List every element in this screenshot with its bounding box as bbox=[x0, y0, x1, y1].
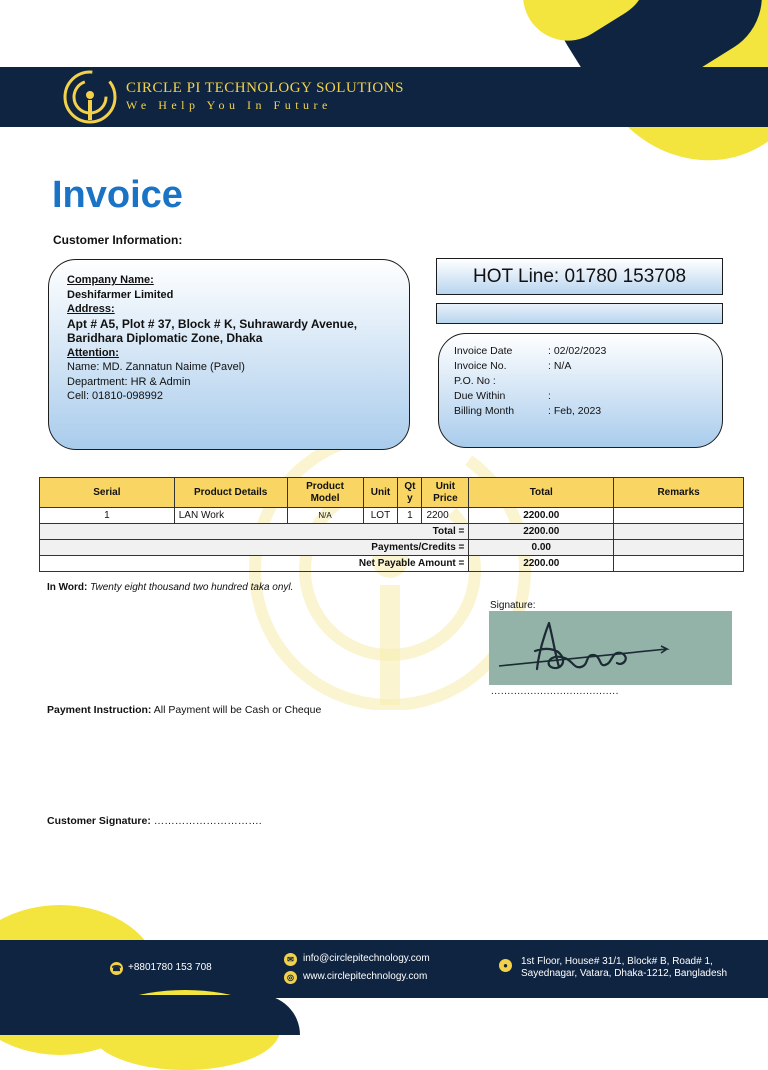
cell-unit-price: 2200 bbox=[422, 508, 469, 524]
table-row bbox=[40, 508, 744, 524]
payment-instruction bbox=[47, 704, 321, 716]
payments-row bbox=[40, 540, 744, 556]
cell-unit: LOT bbox=[363, 508, 398, 524]
col-header-remarks: Remarks bbox=[614, 478, 744, 508]
customer-company-name: Deshifarmer Limited bbox=[67, 288, 174, 301]
col-header-unit-price: Unit Price bbox=[422, 478, 469, 508]
blank-bar bbox=[436, 303, 723, 324]
cell-qty: 1 bbox=[398, 508, 422, 524]
footer-phone[interactable]: +8801780 153 708 bbox=[128, 962, 212, 973]
invoice-info-row bbox=[454, 404, 606, 419]
company-name-label: Company Name: bbox=[67, 274, 154, 286]
invoice-info-row bbox=[454, 374, 606, 389]
address-line-1: Apt # A5, Plot # 37, Block # K, Suhrawardy Avenue, bbox=[67, 316, 358, 331]
payment-instruction-label: Payment Instruction: bbox=[47, 704, 152, 716]
table-header-row bbox=[40, 478, 744, 508]
net-payable-remarks bbox=[614, 556, 744, 572]
billing-month-value: : Feb, 2023 bbox=[548, 405, 602, 417]
in-word-label: In Word: bbox=[47, 582, 88, 593]
po-no-label: P.O. No : bbox=[454, 375, 496, 387]
invoice-info-row bbox=[454, 389, 606, 404]
address-line-2: Baridhara Diplomatic Zone, Dhaka bbox=[67, 331, 263, 345]
cell-product-details: LAN Work bbox=[174, 508, 287, 524]
net-payable-label: Net Payable Amount = bbox=[40, 556, 469, 572]
col-header-product-details: Product Details bbox=[174, 478, 287, 508]
in-word-value: Twenty eight thousand two hundred taka onyl. bbox=[90, 582, 294, 593]
col-header-product-model: Product Model bbox=[287, 478, 363, 508]
total-value: 2200.00 bbox=[469, 524, 614, 540]
customer-signature-line: …………………………. bbox=[153, 815, 262, 827]
footer-email[interactable]: info@circlepitechnology.com bbox=[303, 953, 430, 964]
col-header-total: Total bbox=[469, 478, 614, 508]
customer-signature bbox=[47, 815, 262, 827]
due-within-value: : bbox=[548, 390, 551, 402]
customer-signature-label: Customer Signature: bbox=[47, 815, 151, 827]
col-header-unit: Unit bbox=[363, 478, 398, 508]
attention-department: Department: HR & Admin bbox=[67, 375, 191, 388]
invoice-info-row bbox=[454, 344, 606, 359]
attention-label: Attention: bbox=[67, 346, 119, 359]
payments-value: 0.00 bbox=[469, 540, 614, 556]
signature-line: ....................................... bbox=[491, 686, 619, 697]
total-remarks bbox=[614, 524, 744, 540]
footer-address-line-2: Sayednagar, Vatara, Dhaka-1212, Bangladesh bbox=[521, 968, 728, 979]
total-row bbox=[40, 524, 744, 540]
footer-address-line-1: 1st Floor, House# 31/1, Block# B, Road# 1, bbox=[521, 956, 713, 967]
hotline-box: HOT Line: 01780 153708 bbox=[436, 258, 723, 295]
total-label: Total = bbox=[40, 524, 469, 540]
page-title: Invoice bbox=[52, 174, 183, 216]
in-word bbox=[47, 582, 293, 593]
address-label: Address: bbox=[67, 303, 115, 315]
col-header-serial: Serial bbox=[40, 478, 175, 508]
payment-instruction-value: All Payment will be Cash or Cheque bbox=[153, 704, 322, 716]
cell-total: 2200.00 bbox=[469, 508, 614, 524]
customer-info-label: Customer Information: bbox=[53, 233, 183, 247]
cell-product-model: N/A bbox=[287, 508, 363, 524]
attention-cell: Cell: 01810-098992 bbox=[67, 390, 164, 402]
invoice-no-value: : N/A bbox=[548, 360, 572, 372]
payments-label: Payments/Credits = bbox=[40, 540, 469, 556]
attention-name: Name: MD. Zannatun Naime (Pavel) bbox=[67, 361, 245, 373]
invoice-no-label: Invoice No. bbox=[454, 360, 507, 372]
footer-website[interactable]: www.circlepitechnology.com bbox=[303, 971, 428, 982]
globe-icon: ◎ bbox=[284, 971, 297, 984]
invoice-info-row bbox=[454, 359, 606, 374]
signature-label: Signature: bbox=[490, 600, 536, 611]
company-tagline: We Help You In Future bbox=[126, 98, 332, 112]
cell-remarks bbox=[614, 508, 744, 524]
company-logo-icon bbox=[62, 68, 118, 126]
location-pin-icon: ● bbox=[499, 959, 512, 972]
phone-icon: ☎ bbox=[111, 964, 122, 973]
invoice-info-list bbox=[454, 344, 606, 419]
billing-month-label: Billing Month bbox=[454, 405, 515, 417]
customer-info-text bbox=[67, 273, 357, 404]
footer-navy-shape bbox=[0, 995, 300, 1035]
invoice-date-value: : 02/02/2023 bbox=[548, 345, 607, 357]
signature-image bbox=[489, 611, 732, 685]
net-payable-row bbox=[40, 556, 744, 572]
cell-serial: 1 bbox=[40, 508, 175, 524]
due-within-label: Due Within bbox=[454, 390, 506, 402]
net-payable-value: 2200.00 bbox=[469, 556, 614, 572]
col-header-qty: Qty bbox=[398, 478, 422, 508]
email-icon: ✉ bbox=[284, 953, 297, 966]
invoice-date-label: Invoice Date bbox=[454, 345, 513, 357]
payments-remarks bbox=[614, 540, 744, 556]
items-table bbox=[39, 477, 744, 572]
company-name: CIRCLE PI TECHNOLOGY SOLUTIONS bbox=[126, 80, 404, 96]
